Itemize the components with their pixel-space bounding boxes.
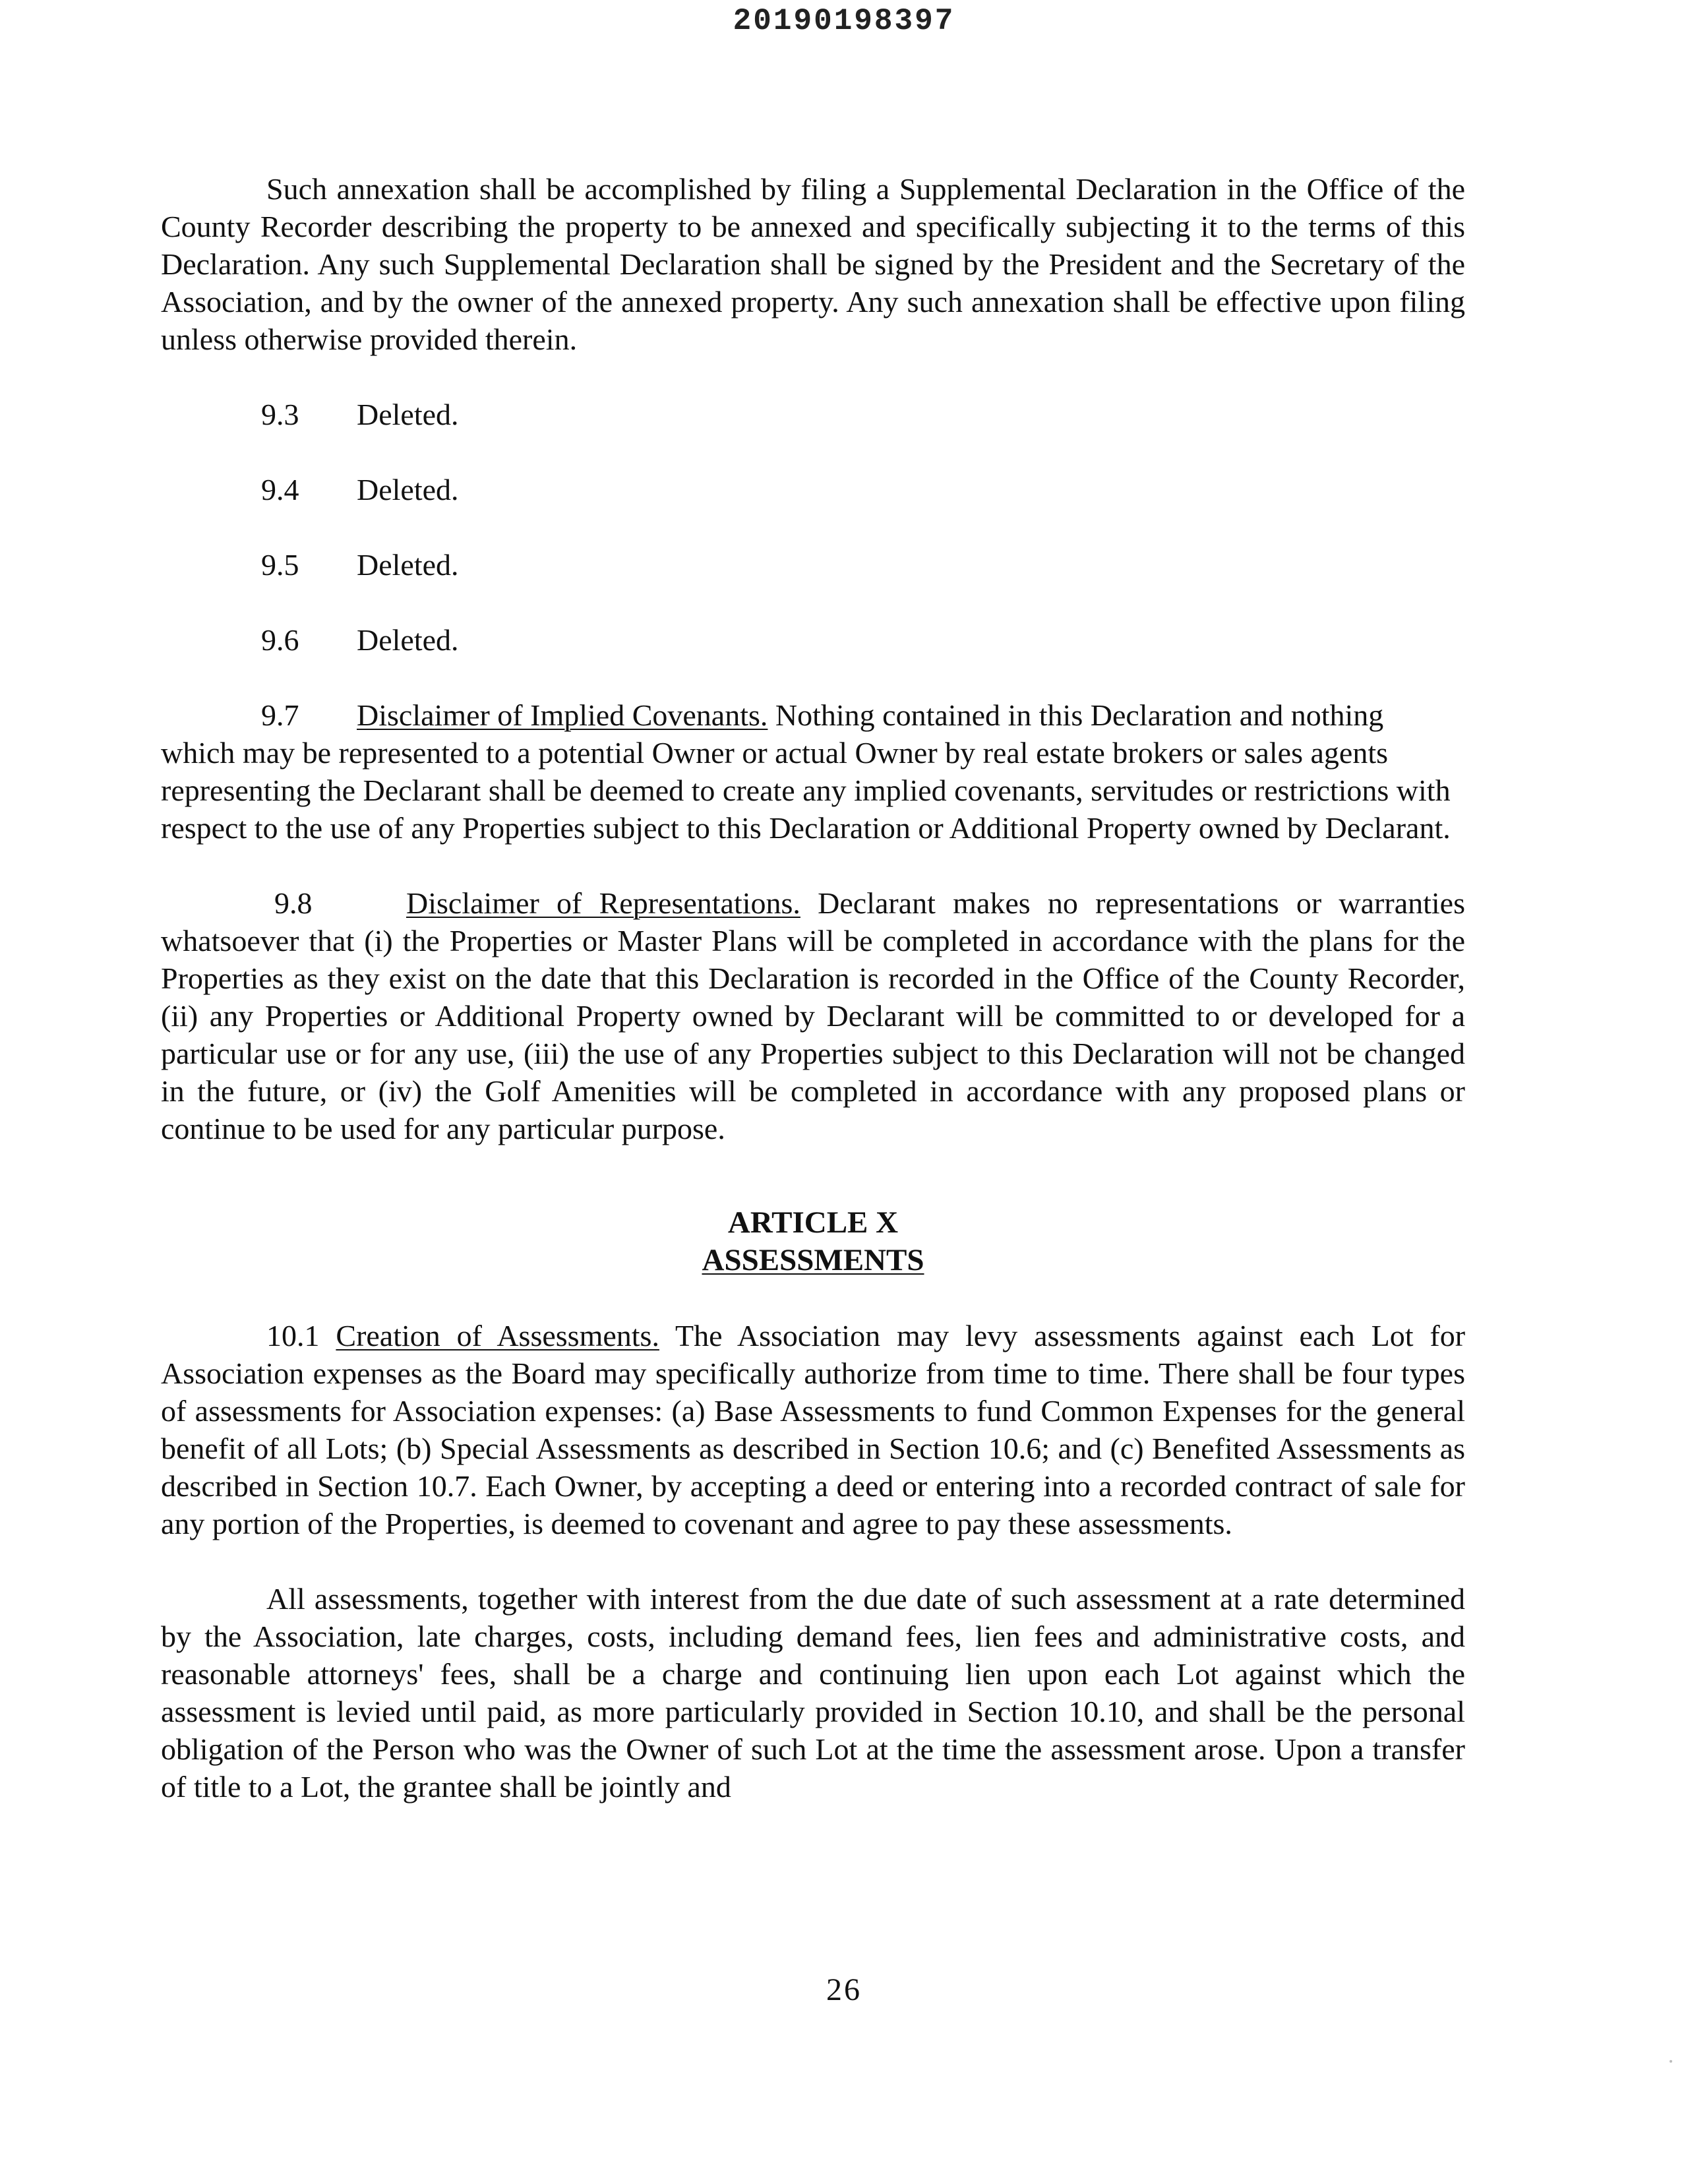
section-9-7 [161, 696, 1465, 847]
section-heading: Disclaimer of Representations. [406, 886, 800, 920]
section-number: 9.3 [261, 398, 299, 431]
section-number: 9.7 [261, 698, 299, 732]
section-text: Deleted. [357, 473, 459, 506]
section-text: Declarant makes no representations or warranties whatsoever that (i) the Properties or Master Plans will be completed in accordance with the plans for the Properties as they exist on the date that this Declaration is recorded in the Office of the County Recorder, (ii) any Properties or Additional Property owned by Declarant will be committed to or developed for a particular use or for any use, (iii) the use of any Properties subject to this Declaration will not be changed in the future, or (iv) the Golf Amenities will be completed in accordance with any proposed plans or continue to be used for any particular purpose. [161, 886, 1465, 1145]
article-heading [161, 1204, 1465, 1279]
scan-speck [1670, 2060, 1672, 2063]
section-number: 10.1 [266, 1319, 320, 1352]
section-text: Deleted. [357, 548, 459, 582]
annexation-paragraph: Such annexation shall be accomplished by filing a Supplemental Declaration in the Office of the County Recorder describing the property to be annexed and specifically subjecting it to the terms of this Declaration. Any such Supplemental Declaration shall be signed by the President and the Secretary of the Association, and by the owner of the annexed property. Any such annexation shall be effective upon filing unless otherwise provided therein. [161, 172, 1465, 356]
section-10-1 [161, 1317, 1465, 1542]
section-text: Deleted. [357, 398, 459, 431]
article-number: ARTICLE X [727, 1205, 899, 1240]
section-9-6 [261, 621, 1465, 659]
section-9-5 [261, 546, 1465, 584]
section-number: 9.6 [261, 623, 299, 657]
section-heading: Disclaimer of Implied Covenants. [357, 698, 768, 732]
section-9-3 [261, 396, 1465, 433]
section-number: 9.5 [261, 548, 299, 582]
page-number: 26 [826, 1972, 862, 2007]
section-9-4 [261, 471, 1465, 508]
assessments-paragraph: All assessments, together with interest from the due date of such assessment at a rate determined by the Association, late charges, costs, including demand fees, lien fees and administrative costs, and reasonable attorneys' fees, shall be a charge and continuing lien upon each Lot against which the assessment is levied until paid, as more particularly provided in Section 10.10, and shall be the personal obligation of the Person who was the Owner of such Lot at the time the assessment arose. Upon a transfer of title to a Lot, the grantee shall be jointly and [161, 1582, 1465, 1804]
section-text: Deleted. [357, 623, 459, 657]
section-heading: Creation of Assessments. [336, 1319, 659, 1352]
page-body [161, 170, 1465, 1805]
article-title: ASSESSMENTS [702, 1243, 924, 1277]
section-number: 9.8 [274, 886, 313, 920]
section-text: The Association may levy assessments against each Lot for Association expenses as the Board may specifically authorize from time to time. There shall be four types of assessments for Association expenses: (a) Base Assessments to fund Common Expenses for the general benefit of all Lots; (b) Special Assessments as described in Section 10.6; and (c) Benefited Assessments as described in Section 10.7. Each Owner, by accepting a deed or entering into a recorded contract of sale for any portion of the Properties, is deemed to covenant and agree to pay these assessments. [161, 1319, 1466, 1540]
document-number: 20190198397 [733, 4, 955, 38]
section-9-8 [161, 884, 1465, 1147]
section-text: Nothing contained in this Declaration and nothing which may be represented to a potential Owner or actual Owner by real estate brokers or sales agents representing the Declarant shall be deemed to create any implied covenants, servitudes or restrictions with respect to the use of any Properties subject to this Declaration or Additional Property owned by Declarant. [161, 698, 1451, 845]
section-number: 9.4 [261, 473, 299, 506]
